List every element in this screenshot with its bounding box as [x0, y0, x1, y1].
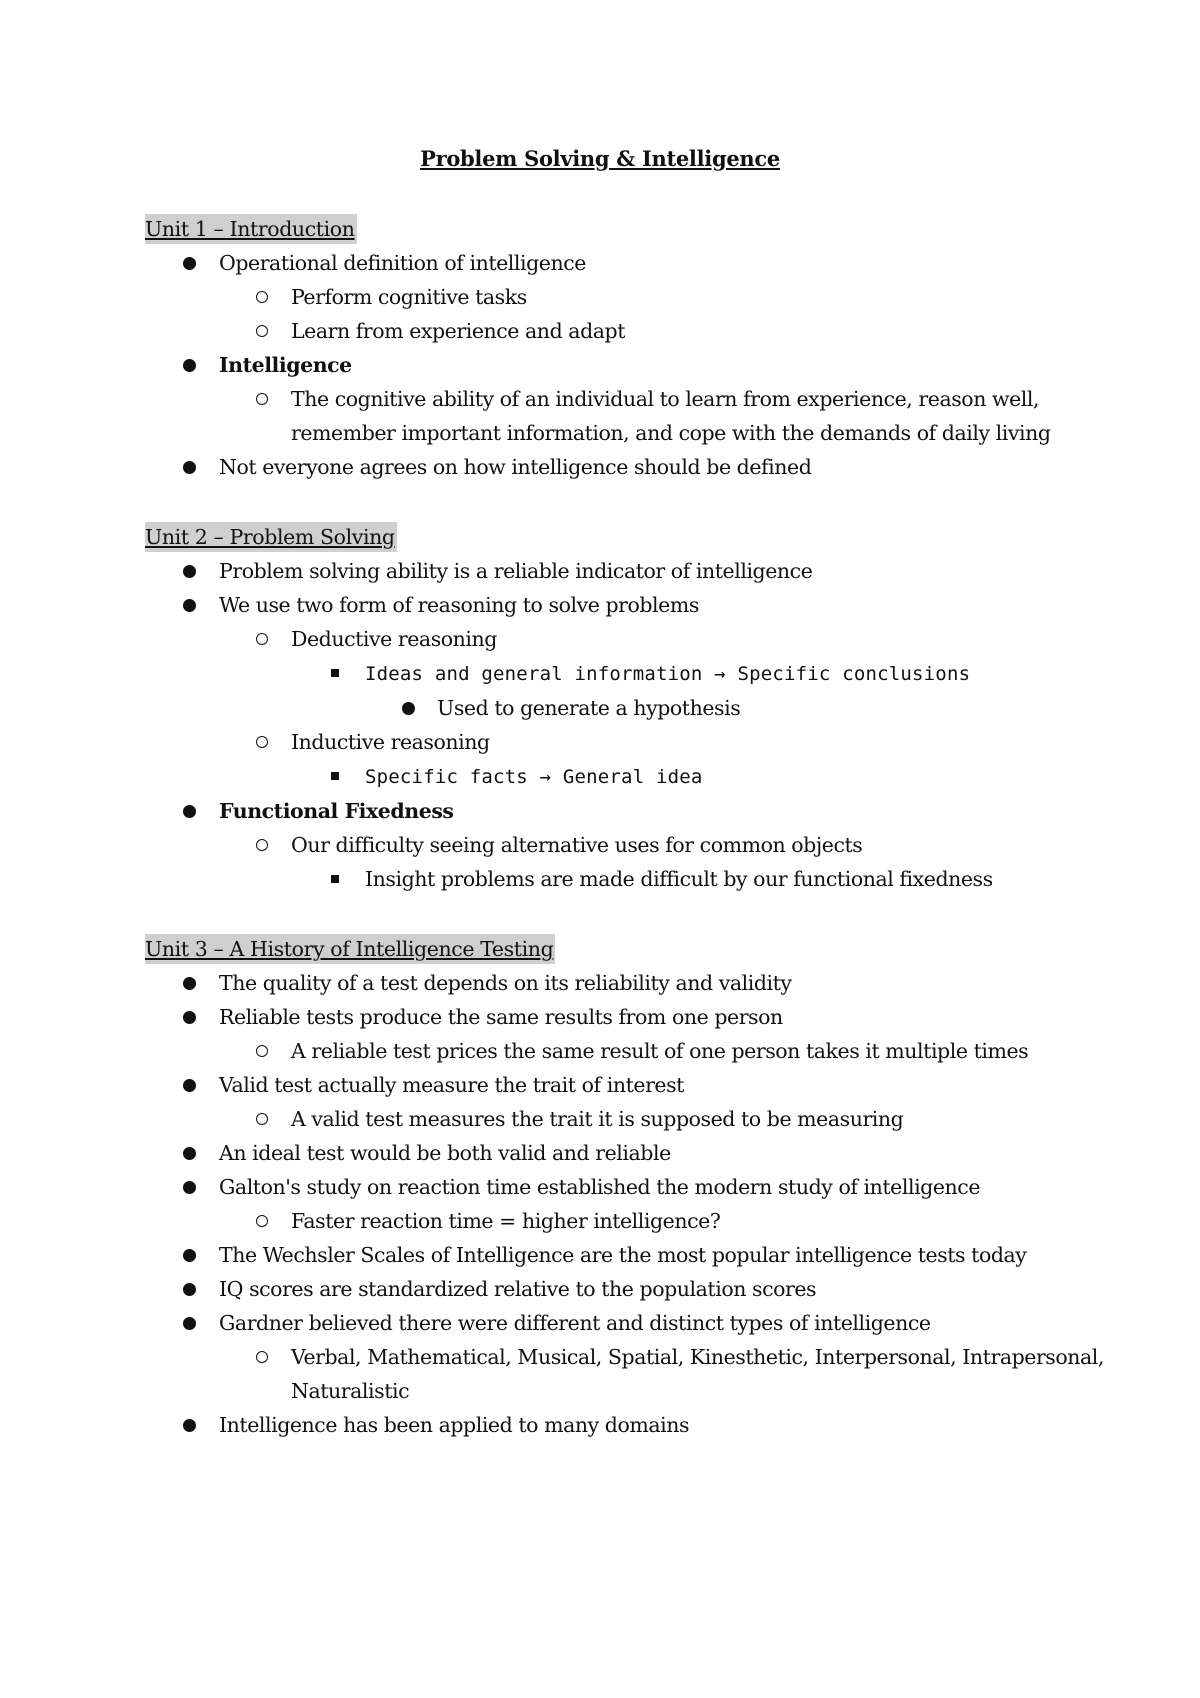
filled-bullet-icon — [183, 588, 196, 622]
list-item — [145, 794, 1105, 828]
list-item — [145, 725, 1105, 759]
hollow-bullet-icon — [256, 725, 268, 759]
list-item-text: Intelligence — [219, 353, 352, 377]
list-item — [145, 246, 1105, 280]
list-item-text: Our difficulty seeing alternative uses for common objects — [291, 833, 863, 857]
list-item-text: Used to generate a hypothesis — [437, 696, 741, 720]
filled-bullet-icon — [183, 1136, 196, 1170]
list-item-text: Specific facts → General idea — [365, 766, 703, 788]
list-item-text: A reliable test prices the same result of one person takes it multiple times — [291, 1039, 1029, 1063]
list-item-text: Gardner believed there were different and distinct types of intelligence — [219, 1311, 931, 1335]
list-item — [145, 1170, 1105, 1204]
square-bullet-icon — [329, 656, 339, 690]
list-item — [145, 588, 1105, 622]
list-item-text: Not everyone agrees on how intelligence should be defined — [219, 455, 812, 479]
hollow-bullet-icon — [256, 1204, 268, 1238]
square-bullet-icon — [329, 759, 339, 793]
list-item — [145, 691, 1105, 725]
list-item-text: Insight problems are made difficult by our functional fixedness — [365, 867, 993, 891]
list-item-text: The Wechsler Scales of Intelligence are the most popular intelligence tests today — [219, 1243, 1027, 1267]
list-item-text: The cognitive ability of an individual to learn from experience, reason well, remember important information, and cope with the demands of daily living — [291, 387, 1051, 445]
list-item — [145, 622, 1105, 656]
filled-bullet-icon — [183, 966, 196, 1000]
square-bullet-icon — [329, 862, 339, 896]
list-item-text: Perform cognitive tasks — [291, 285, 527, 309]
list-item-text: Galton's study on reaction time established the modern study of intelligence — [219, 1175, 981, 1199]
list-item-text: Operational definition of intelligence — [219, 251, 586, 275]
unit-1-section — [145, 214, 1105, 484]
list-item-text: Intelligence has been applied to many domains — [219, 1413, 690, 1437]
list-item-text: Ideas and general information → Specific conclusions — [365, 663, 971, 685]
filled-bullet-icon — [183, 246, 196, 280]
filled-bullet-icon — [183, 1000, 196, 1034]
list-item — [145, 1340, 1105, 1408]
list-item — [145, 450, 1105, 484]
list-item-text: Learn from experience and adapt — [291, 319, 625, 343]
unit-2-heading: Unit 2 – Problem Solving — [145, 522, 397, 552]
list-item — [145, 382, 1105, 450]
filled-bullet-icon — [183, 554, 196, 588]
list-item-text: The quality of a test depends on its reliability and validity — [219, 971, 792, 995]
list-item-text: Deductive reasoning — [291, 627, 497, 651]
filled-bullet-icon — [183, 348, 196, 382]
list-item — [145, 828, 1105, 862]
filled-bullet-icon — [183, 1068, 196, 1102]
hollow-bullet-icon — [256, 1340, 268, 1374]
list-item-text: Faster reaction time = higher intelligence? — [291, 1209, 721, 1233]
list-item — [145, 759, 1105, 794]
list-item — [145, 656, 1105, 691]
hollow-bullet-icon — [256, 622, 268, 656]
unit-3-section — [145, 934, 1105, 1442]
filled-bullet-icon — [183, 1306, 196, 1340]
hollow-bullet-icon — [256, 1102, 268, 1136]
list-item-text: We use two form of reasoning to solve problems — [219, 593, 699, 617]
hollow-bullet-icon — [256, 382, 268, 416]
filled-bullet-icon — [183, 1408, 196, 1442]
list-item — [145, 554, 1105, 588]
list-item — [145, 1136, 1105, 1170]
list-item — [145, 1102, 1105, 1136]
filled-bullet-icon — [183, 1272, 196, 1306]
unit-2-section — [145, 522, 1105, 896]
filled-bullet-icon — [183, 1170, 196, 1204]
filled-bullet-icon — [183, 794, 196, 828]
list-item — [145, 1000, 1105, 1034]
list-item-text: Inductive reasoning — [291, 730, 490, 754]
list-item — [145, 1306, 1105, 1340]
list-item — [145, 314, 1105, 348]
list-item — [145, 280, 1105, 314]
document-title: Problem Solving & Intelligence — [420, 146, 780, 171]
list-item-text: IQ scores are standardized relative to the population scores — [219, 1277, 817, 1301]
hollow-bullet-icon — [256, 314, 268, 348]
hollow-bullet-icon — [256, 280, 268, 314]
hollow-bullet-icon — [256, 828, 268, 862]
hollow-bullet-icon — [256, 1034, 268, 1068]
list-item — [145, 1408, 1105, 1442]
list-item — [145, 966, 1105, 1000]
filled-bullet-icon — [183, 450, 196, 484]
list-item — [145, 1068, 1105, 1102]
list-item — [145, 1272, 1105, 1306]
unit-1-heading: Unit 1 – Introduction — [145, 214, 357, 244]
list-item — [145, 1238, 1105, 1272]
filled-bullet-icon — [402, 691, 415, 725]
list-item — [145, 1204, 1105, 1238]
list-item — [145, 348, 1105, 382]
list-item-text: Verbal, Mathematical, Musical, Spatial, Kinesthetic, Interpersonal, Intrapersonal, Naturalistic — [291, 1345, 1104, 1403]
unit-3-heading: Unit 3 – A History of Intelligence Testing — [145, 934, 555, 964]
list-item — [145, 862, 1105, 896]
list-item-text: Valid test actually measure the trait of interest — [219, 1073, 684, 1097]
filled-bullet-icon — [183, 1238, 196, 1272]
list-item-text: A valid test measures the trait it is supposed to be measuring — [291, 1107, 904, 1131]
list-item — [145, 1034, 1105, 1068]
list-item-text: Problem solving ability is a reliable indicator of intelligence — [219, 559, 813, 583]
list-item-text: An ideal test would be both valid and reliable — [219, 1141, 671, 1165]
list-item-text: Reliable tests produce the same results from one person — [219, 1005, 783, 1029]
list-item-text: Functional Fixedness — [219, 799, 454, 823]
